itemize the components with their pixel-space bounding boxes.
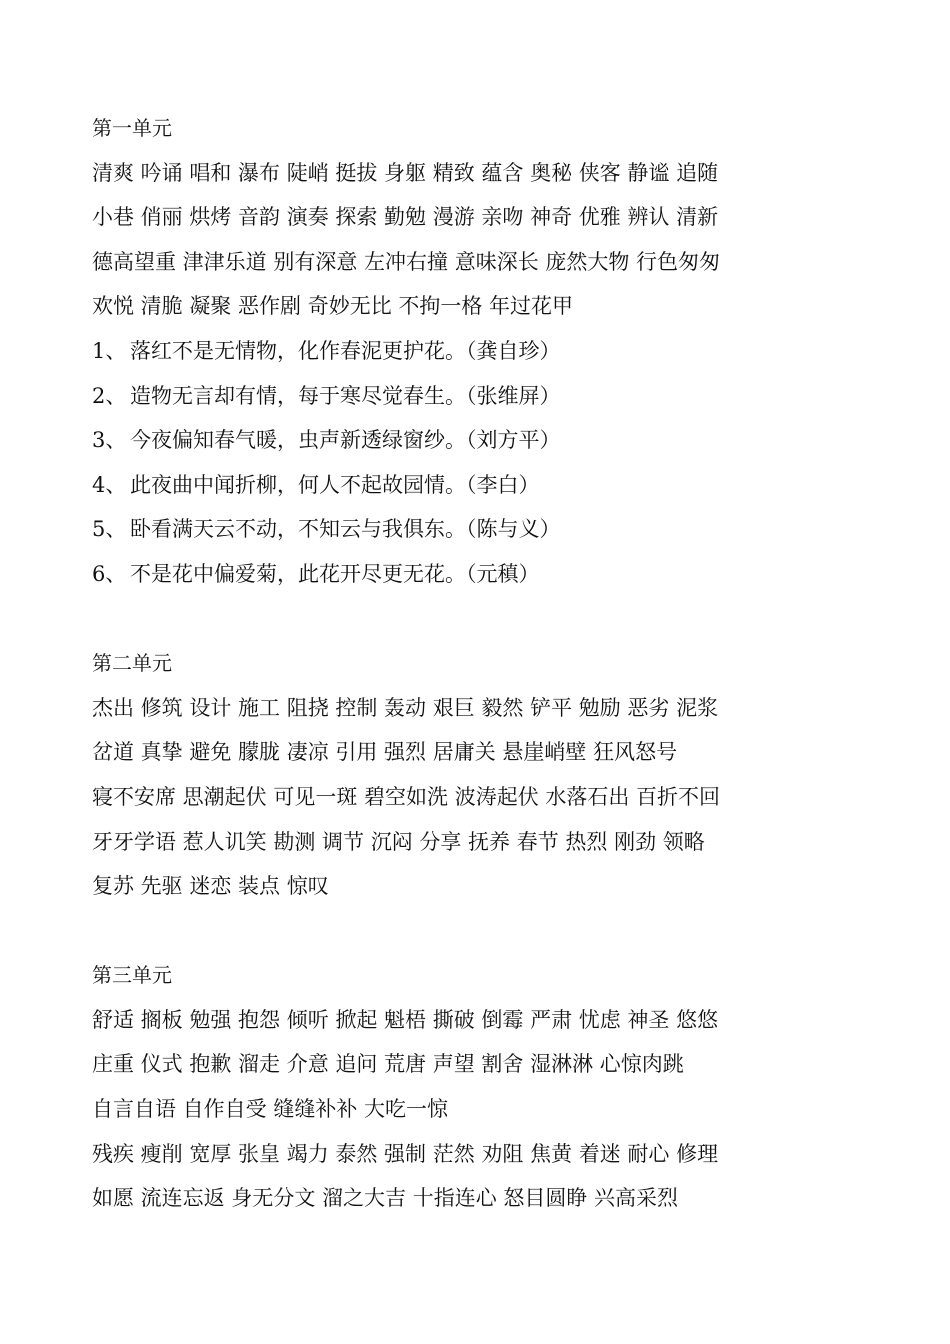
unit-3-title: 第三单元 bbox=[92, 963, 172, 988]
poem-number: 6、 bbox=[92, 561, 127, 586]
unit-3-word-line: 残疾 瘦削 宽厚 张皇 竭力 泰然 强制 茫然 劝阻 焦黄 着迷 耐心 修理 bbox=[92, 1141, 719, 1166]
unit-1-word-line: 德高望重 津津乐道 别有深意 左冲右撞 意味深长 庞然大物 行色匆匆 bbox=[92, 249, 721, 274]
unit-3-word-line: 舒适 搁板 勉强 抱怨 倾听 掀起 魁梧 撕破 倒霉 严肃 忧虑 神圣 悠悠 bbox=[92, 1007, 719, 1032]
unit-3-word-line: 庄重 仪式 抱歉 溜走 介意 追问 荒唐 声望 割舍 湿淋淋 心惊肉跳 bbox=[92, 1052, 684, 1077]
unit-3-word-line: 自言自语 自作自受 缝缝补补 大吃一惊 bbox=[92, 1097, 449, 1122]
unit-2-word-line: 复苏 先驱 迷恋 装点 惊叹 bbox=[92, 874, 329, 899]
poem-line-1 bbox=[92, 329, 912, 374]
poem-number: 3、 bbox=[92, 428, 127, 453]
poem-text: 造物无言却有情，每于寒尽觉春生。（张维屏） bbox=[130, 383, 561, 408]
poem-text: 卧看满天云不动，不知云与我俱东。（陈与义） bbox=[130, 517, 561, 542]
poem-text: 不是花中偏爱菊，此花开尽更无花。（元稹） bbox=[130, 561, 540, 586]
unit-1-word-line: 小巷 俏丽 烘烤 音韵 演奏 探索 勤勉 漫游 亲吻 神奇 优雅 辨认 清新 bbox=[92, 205, 719, 230]
unit-2-word-line: 寝不安席 思潮起伏 可见一斑 碧空如洗 波涛起伏 水落石出 百折不回 bbox=[92, 784, 721, 809]
poem-number: 5、 bbox=[92, 517, 127, 542]
poem-text: 今夜偏知春气暖，虫声新透绿窗纱。（刘方平） bbox=[130, 428, 561, 453]
poem-line-6 bbox=[92, 552, 912, 597]
poem-number: 2、 bbox=[92, 383, 127, 408]
poem-line-3 bbox=[92, 418, 912, 463]
unit-1-word-line: 清爽 吟诵 唱和 瀑布 陡峭 挺拔 身躯 精致 蕴含 奥秘 侠客 静谧 追随 bbox=[92, 160, 719, 185]
poem-text: 此夜曲中闻折柳，何人不起故园情。（李白） bbox=[130, 472, 540, 497]
unit-2-word-line: 岔道 真挚 避免 朦胧 凄凉 引用 强烈 居庸关 悬崖峭壁 狂风怒号 bbox=[92, 740, 678, 765]
unit-3-word-line: 如愿 流连忘返 身无分文 溜之大吉 十指连心 怒目圆睁 兴高采烈 bbox=[92, 1186, 679, 1211]
unit-1-title: 第一单元 bbox=[92, 116, 172, 140]
poem-number: 1、 bbox=[92, 338, 127, 363]
document-content bbox=[92, 106, 912, 1221]
section-spacer bbox=[92, 597, 912, 642]
poem-line-5 bbox=[92, 507, 912, 552]
poem-line-4 bbox=[92, 463, 912, 508]
unit-2-word-line: 杰出 修筑 设计 施工 阻挠 控制 轰动 艰巨 毅然 铲平 勉励 恶劣 泥浆 bbox=[92, 695, 719, 720]
unit-2-word-line: 牙牙学语 惹人讥笑 勘测 调节 沉闷 分享 抚养 春节 热烈 刚劲 领略 bbox=[92, 829, 705, 854]
unit-2-title: 第二单元 bbox=[92, 651, 172, 676]
poem-text: 落红不是无情物，化作春泥更护花。（龚自珍） bbox=[130, 338, 561, 363]
poem-line-2 bbox=[92, 374, 912, 419]
unit-1-word-line: 欢悦 清脆 凝聚 恶作剧 奇妙无比 不拘一格 年过花甲 bbox=[92, 294, 574, 319]
section-spacer bbox=[92, 909, 912, 954]
poem-number: 4、 bbox=[92, 472, 127, 497]
